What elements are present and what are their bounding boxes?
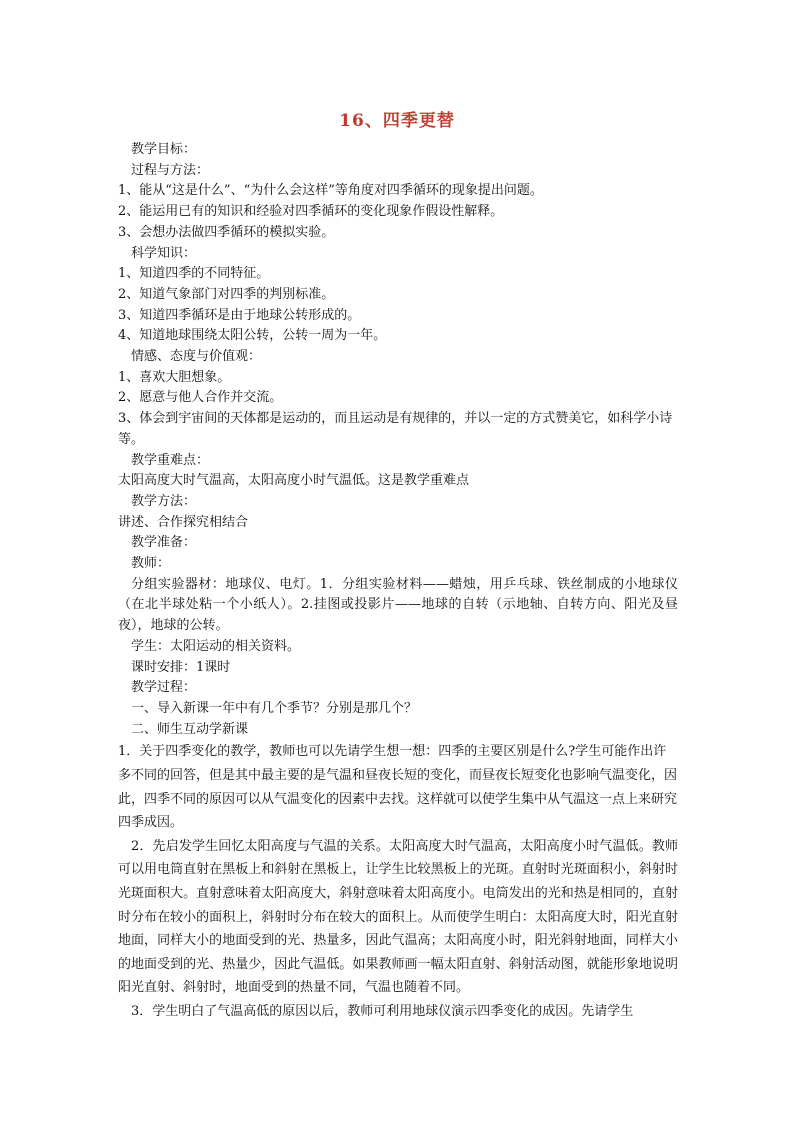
list-item: 4、知道地球围绕太阳公转，公转一周为一年。: [118, 328, 387, 344]
list-item: 3、体会到宇宙间的天体都是运动的，而且运动是有规律的，并以一定的方式赞美它，如科学小诗等。: [118, 411, 673, 447]
list-item: 3、会想办法做四季循环的模拟实验。: [118, 224, 335, 240]
heading-teaching-process: 教学过程：: [131, 680, 197, 696]
subheading-attitudes-values: 情感、态度与价值观：: [131, 349, 262, 365]
materials-text: 分组实验器材：地球仪、电灯。1．分组实验材料——蜡烛，用乒乓球、铁丝制成的小地球仪（在北半球处粘一个小纸人）。2.挂图或投影片——地球的自转（示地轴、自转方向、阳光及昼夜），地球的公转。: [118, 576, 678, 634]
heading-objectives: 教学目标：: [131, 142, 197, 157]
body-paragraph: 1．关于四季变化的教学，教师也可以先请学生想一想：四季的主要区别是什么?学生可能作出许多不同的回答，但是其中最主要的是气温和昼夜长短的变化，而昼夜长短变化也影响气温变化，因此，四季不同的原因可以从气温变化的因素中去找。这样就可以使学生集中从气温这一点上来研究四季成因。: [118, 744, 678, 831]
list-item: 1、能从“这是什么”、“为什么会这样”等角度对四季循环的现象提出问题。: [118, 183, 543, 199]
list-item: 1、知道四季的不同特征。: [118, 266, 270, 282]
teaching-methods-text: 讲述、合作探究相结合: [118, 514, 249, 530]
subheading-teacher: 教师：: [131, 556, 171, 572]
subheading-science-knowledge: 科学知识：: [131, 245, 197, 261]
list-item: 2、愿意与他人合作并交流。: [118, 390, 283, 406]
list-item: 3、知道四季循环是由于地球公转形成的。: [118, 307, 361, 323]
body-paragraph: 2．先启发学生回忆太阳高度与气温的关系。太阳高度大时气温高，太阳高度小时气温低。教师可以用电筒直射在黑板上和斜射在黑板上，让学生比较黑板上的光斑。直射时光斑面积小，斜射时光斑面积大。直射意味着太阳高度大，斜射意味着太阳高度小。电筒发出的光和热是相同的，直射时分布在较小的面积上，斜射时分布在较大的面积上。从而使学生明白：太阳高度大时，阳光直射地面，同样大小的地面受到的光、热量多，因此气温高；太阳高度小时，阳光斜射地面，同样大小的地面受到的光、热量少，因此气温低。如果教师画一幅太阳直射、斜射活动图，就能形象地说明阳光直射、斜射时，地面受到的热量不同，气温也随着不同。: [118, 838, 678, 996]
document-body: [118, 140, 678, 1024]
heading-key-points: 教学重难点：: [131, 452, 210, 468]
student-materials-text: 学生：太阳运动的相关资料。: [131, 638, 301, 654]
lesson-schedule-text: 课时安排：1课时: [131, 659, 231, 675]
page-title: 16、四季更替: [339, 111, 455, 131]
body-paragraph: 3．学生明白了气温高低的原因以后，教师可利用地球仪演示四季变化的成因。先请学生: [131, 1003, 634, 1019]
key-points-text: 太阳高度大时气温高，太阳高度小时气温低。这是教学重难点: [118, 473, 470, 489]
list-item: 2、能运用已有的知识和经验对四季循环的变化现象作假设性解释。: [118, 204, 504, 220]
section-interaction: 二、师生互动学新课: [131, 721, 249, 737]
list-item: 1、喜欢大胆想象。: [118, 369, 231, 385]
section-intro: 一、导入新课一年中有几个季节？分别是那几个？: [131, 700, 418, 716]
heading-preparation: 教学准备：: [131, 535, 197, 551]
subheading-process-methods: 过程与方法：: [131, 162, 210, 178]
heading-teaching-methods: 教学方法：: [131, 493, 197, 509]
list-item: 2、知道气象部门对四季的判别标准。: [118, 286, 335, 302]
